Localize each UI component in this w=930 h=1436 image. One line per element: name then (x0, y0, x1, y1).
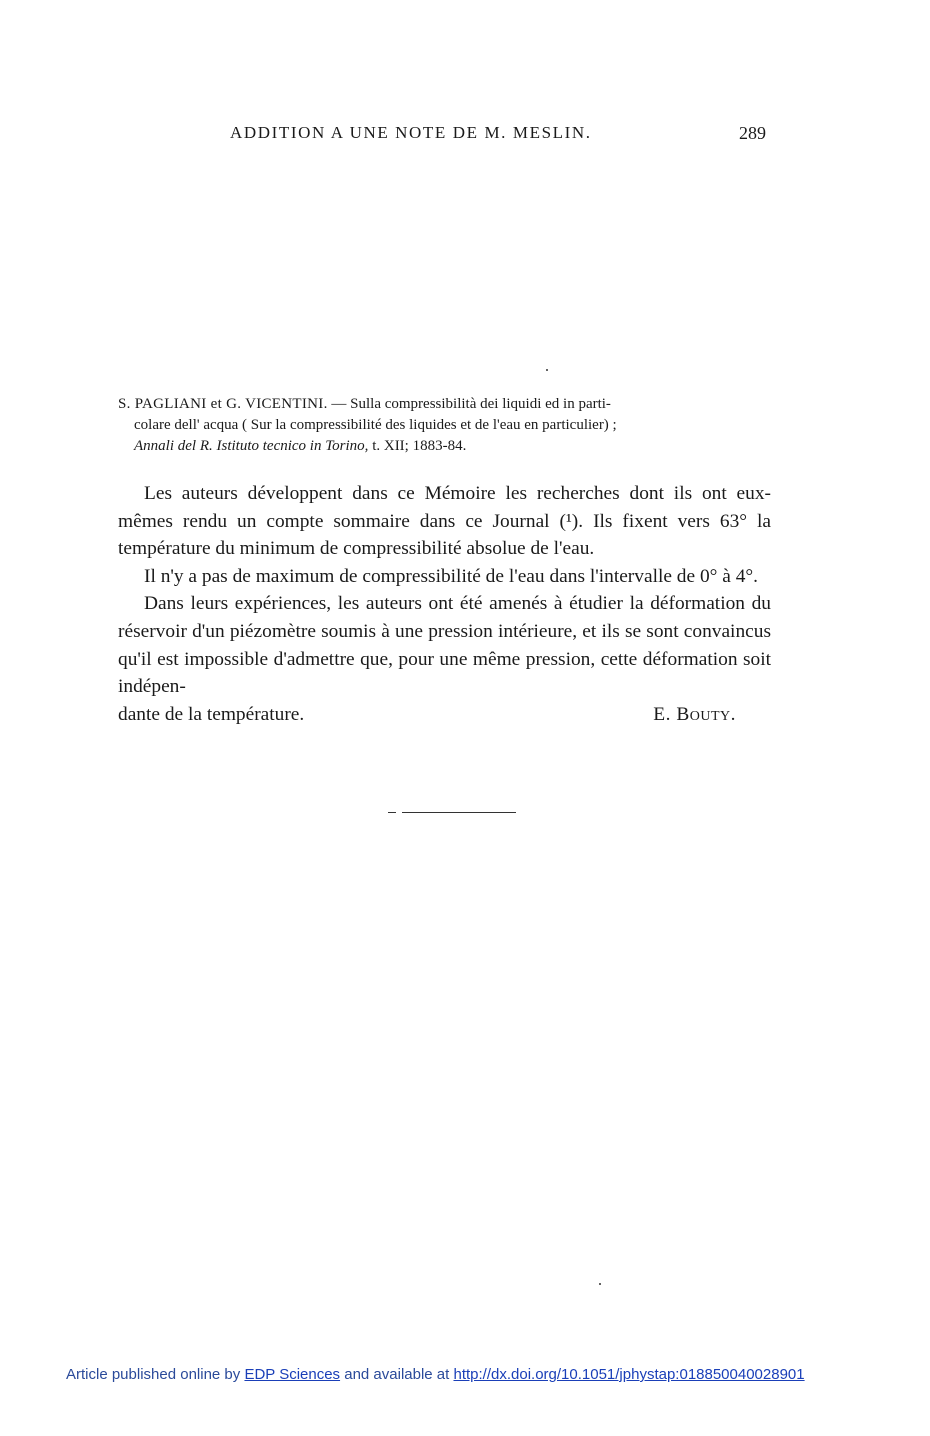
running-head (118, 123, 770, 147)
signature-line (118, 701, 736, 729)
page-number: 289 (739, 123, 766, 143)
paragraph-2: Il n'y a pas de maximum de compressibilité de l'eau dans l'intervalle de 0° à 4°. (144, 565, 758, 587)
reference-title-part1: Sulla compressibilità dei liquidi ed in parti- (350, 396, 611, 412)
publisher-link[interactable]: EDP Sciences (244, 1366, 341, 1383)
bibliographic-reference (118, 394, 770, 457)
publication-footer (66, 1366, 866, 1383)
footer-middle: and available at (340, 1366, 454, 1383)
reference-dash: — (327, 396, 351, 412)
stray-mark (546, 369, 548, 371)
signature: E. Bouty. (653, 703, 736, 725)
doi-link[interactable]: http://dx.doi.org/10.1051/jphystap:018850040028901 (453, 1366, 805, 1383)
section-end-rule-gap (396, 811, 402, 814)
reference-title-part2: colare dell' acqua ( Sur la compressibilité des liquides et de l'eau en particulier) ; (134, 417, 617, 433)
paragraph-3-last-line: dante de la température. (118, 703, 305, 725)
reference-authors: S. PAGLIANI et G. VICENTINI. (118, 396, 328, 412)
reference-line-2 (118, 415, 770, 436)
footer-prefix: Article published online by (66, 1366, 245, 1383)
paragraph-1: Les auteurs développent dans ce Mémoire les recherches dont ils ont eux-mêmes rendu un compte sommaire dans ce Journal (¹). Ils fixent vers 63° la température du minimum de compressibilité absolue de l'eau. (118, 483, 771, 560)
paragraph-3: Dans leurs expériences, les auteurs ont été amenés à étudier la déformation du réservoir d'un piézomètre soumis à une pression intérieure, et ils se sont convaincus qu'il est impossible d'admettre que, pour une même pression, cette déformation soit indépen- (118, 593, 771, 698)
reference-line-1 (118, 394, 770, 415)
stray-mark-bottom (599, 1283, 601, 1285)
reference-journal: Annali del R. Istituto tecnico in Torino, (134, 438, 369, 454)
running-title: ADDITION A UNE NOTE DE M. MESLIN. (230, 123, 592, 142)
reference-line-3 (118, 436, 770, 457)
reference-volume: t. XII; 1883-84. (368, 438, 467, 454)
review-body (118, 480, 771, 728)
section-end-rule (388, 812, 516, 813)
